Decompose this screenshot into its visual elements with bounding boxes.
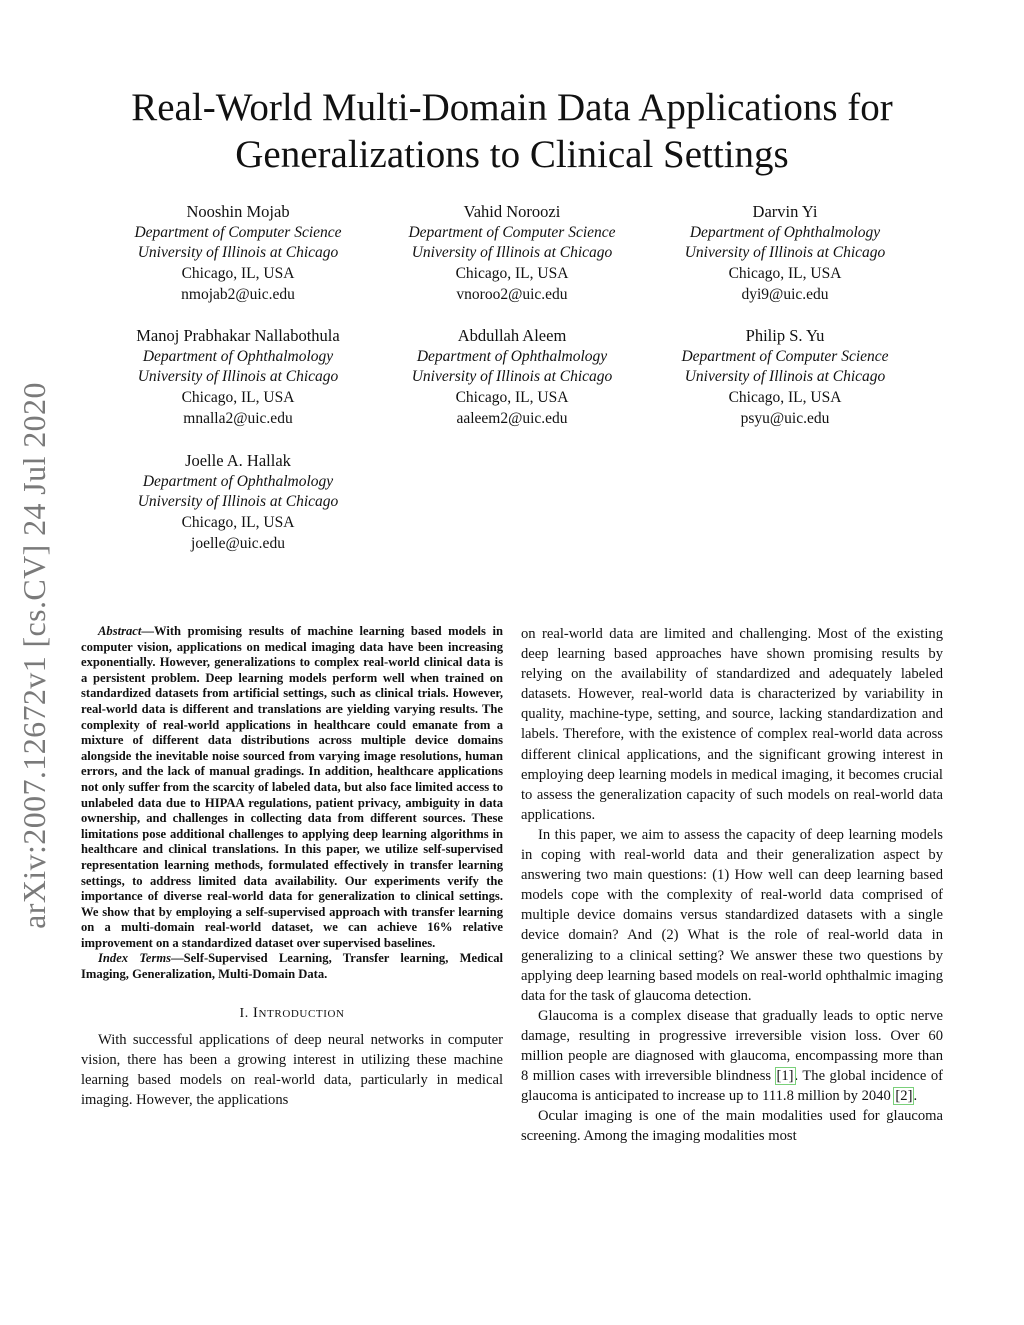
author-block-5: [372, 326, 652, 430]
author-block-3: [645, 202, 925, 306]
arxiv-stamp: [14, 365, 54, 945]
paper-title: [0, 84, 1024, 178]
index-terms: [81, 951, 503, 982]
author-department: Department of Ophthalmology: [142, 347, 334, 365]
abstract-dash: —: [141, 624, 154, 638]
citation-link-1[interactable]: [1]: [776, 1068, 794, 1085]
paragraph-text: Glaucoma is a complex disease that gradually leads to optic nerve damage, resulting in progressive irreversible vision loss. Over 60 million people are diagnosed with glaucoma, encompassing more than 8 million cases with irreversible blindness: [521, 1007, 943, 1085]
citation-link-2[interactable]: [2]: [895, 1088, 913, 1105]
intro-paragraph-4: Ocular imaging is one of the main modalities used for glaucoma screening. Among the imaging modalities most: [521, 1108, 943, 1145]
author-university: University of Illinois at Chicago: [137, 493, 339, 511]
author-university: University of Illinois at Chicago: [684, 244, 886, 262]
author-name: Nooshin Mojab: [186, 202, 290, 221]
author-location: Chicago, IL, USA: [455, 265, 569, 283]
author-block-7: [98, 451, 378, 555]
author-email: aaleem2@uic.edu: [456, 409, 568, 427]
author-name: Joelle A. Hallak: [185, 451, 291, 470]
abstract-text: With promising results of machine learning based models in computer vision, applications on medical imaging data have been increasing exponentially. However, generalizations to complex real-world clinical data is a persistent problem. Deep learning models perform well when trained on standardized datasets from artificial settings, such as clinical trials. However, real-world data is different and translations are yielding varying results. The complexity of real-world applications in healthcare could emanate from a mixture of different data distributions across multiple device domains alongside the inevitable noise sourced from varying image resolutions, human errors, and the lack of manual gradings. In addition, healthcare applications not only suffer from the scarcity of labeled data, but also face limited access to unlabeled data due to HIPAA regulations, patient privacy, ambiguity in data ownership, and challenges in collecting data from different sources. These limitations pose additional challenges to applying deep learning algorithms in healthcare and clinical translations. In this paper, we utilize self-supervised representation learning methods, formulated effectively in transfer learning settings, to address limited data availability. Our experiments verify the importance of diverse real-world data for generalization to clinical settings. We show that by employing a self-supervised approach with transfer learning on a multi-domain real-world dataset, we can achieve 16% relative improvement on a standardized dataset over supervised baselines.: [81, 624, 503, 950]
author-block-6: [645, 326, 925, 430]
author-university: University of Illinois at Chicago: [411, 368, 613, 386]
arxiv-identifier: arXiv:2007.12672v1 [cs.CV] 24 Jul 2020: [15, 381, 52, 929]
author-university: University of Illinois at Chicago: [684, 368, 886, 386]
author-block-1: [98, 202, 378, 306]
author-name: Vahid Noroozi: [463, 202, 561, 221]
title-line-2: Generalizations to Clinical Settings: [235, 133, 789, 176]
author-location: Chicago, IL, USA: [728, 265, 842, 283]
intro-paragraph-continued: on real-world data are limited and challenging. Most of the existing deep learning based approaches have shown promising results by relying on the availability of standardized and adequately labeled datasets. However, real-world data is characterized by variability in quality, machine-type, setting, and source, lacking standardization and labels. Therefore, with the existence of complex real-world data across different clinical applications, and the significant growing interest in employing deep learning models in medical imaging, it becomes crucial to assess the generalization capacity of such models on real-world data applications.: [521, 626, 943, 823]
author-email: vnoroo2@uic.edu: [456, 285, 568, 303]
author-name: Manoj Prabhakar Nallabothula: [136, 326, 340, 345]
section-title: Introduction: [252, 1004, 345, 1021]
title-line-1: Real-World Multi-Domain Data Applications for: [131, 86, 893, 129]
paragraph-text: .: [913, 1088, 918, 1105]
author-location: Chicago, IL, USA: [181, 265, 295, 283]
intro-paragraph-2: In this paper, we aim to assess the capacity of deep learning models in coping with real-world data and their generalization aspect by answering two main questions: (1) How well can deep learning based models cope with the complexity of real-world data comprised of multiple device domains versus standardized datasets with a single device domain? And (2) What is the role of real-world data in generalizing to a clinical setting? We answer these two questions by applying deep learning based models on real-world ophthalmic imaging data for the task of glaucoma detection.: [521, 826, 943, 1004]
author-department: Department of Computer Science: [134, 223, 342, 241]
author-name: Abdullah Aleem: [457, 326, 567, 345]
intro-paragraph-3: [521, 1006, 943, 1106]
author-location: Chicago, IL, USA: [455, 389, 569, 407]
author-name: Philip S. Yu: [745, 326, 825, 345]
left-column: [81, 624, 503, 1110]
author-name: Darvin Yi: [752, 202, 818, 221]
paragraph-text: . The global incidence of glaucoma is anticipated to increase up to 111.8 million by 2040: [521, 1068, 943, 1105]
author-block-2: [372, 202, 652, 306]
author-department: Department of Ophthalmology: [142, 472, 334, 490]
abstract-label: Abstract: [98, 624, 142, 638]
intro-paragraph-1: With successful applications of deep neural networks in computer vision, there has been a growing interest in utilizing these machine learning based models on real-world data, particularly in medical imaging. However, the applications: [81, 1031, 503, 1108]
section-heading-introduction: [81, 1005, 503, 1022]
author-department: Department of Ophthalmology: [416, 347, 608, 365]
author-email: psyu@uic.edu: [740, 409, 830, 427]
author-block-4: [98, 326, 378, 430]
index-terms-text: Self-Supervised Learning, Transfer learning, Medical Imaging, Generalization, Multi-Domain Data.: [81, 951, 503, 982]
index-terms-dash: —: [171, 951, 184, 966]
author-email: mnalla2@uic.edu: [183, 409, 293, 427]
abstract: [81, 624, 503, 951]
right-column: [521, 624, 943, 1146]
author-location: Chicago, IL, USA: [181, 514, 295, 532]
author-department: Department of Computer Science: [408, 223, 616, 241]
index-terms-label: Index Terms: [98, 951, 172, 966]
author-email: nmojab2@uic.edu: [181, 285, 295, 303]
section-number: I.: [239, 1005, 249, 1021]
author-university: University of Illinois at Chicago: [137, 368, 339, 386]
author-email: joelle@uic.edu: [191, 534, 285, 552]
author-department: Department of Ophthalmology: [689, 223, 881, 241]
author-university: University of Illinois at Chicago: [411, 244, 613, 262]
author-location: Chicago, IL, USA: [728, 389, 842, 407]
author-department: Department of Computer Science: [681, 347, 889, 365]
author-email: dyi9@uic.edu: [741, 285, 829, 303]
author-university: University of Illinois at Chicago: [137, 244, 339, 262]
author-location: Chicago, IL, USA: [181, 389, 295, 407]
